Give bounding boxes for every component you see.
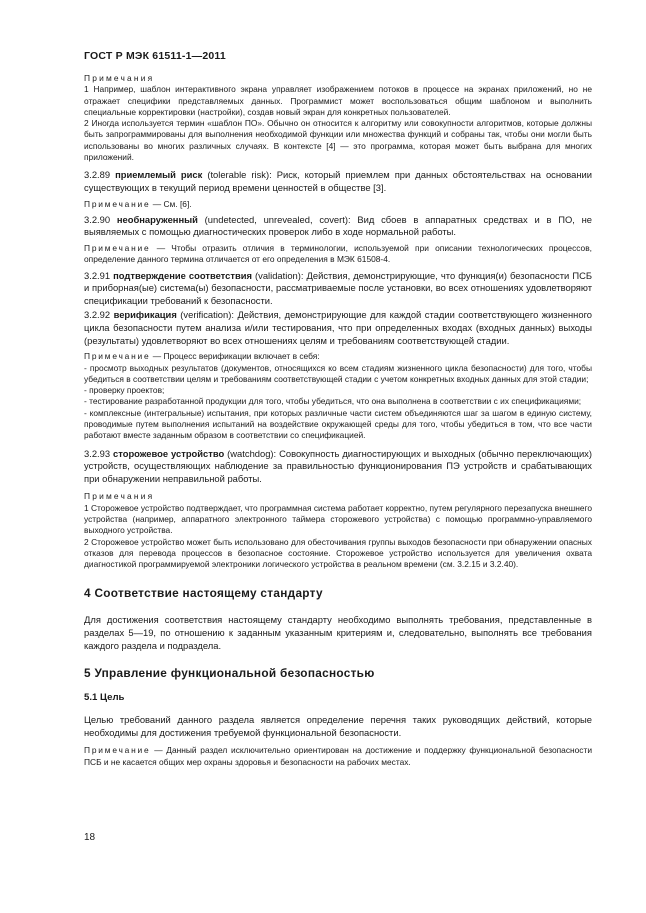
list-item: - просмотр выходных результатов (документов, относящихся ко всем стадиям жизненного цикла безопасности) для того, чтобы убедиться в соответствии целям и требованиям соответствующей стадии с учетом конкретных входных данных для этой стадии; xyxy=(84,362,592,384)
term-3-2-91 xyxy=(84,270,592,308)
term-3-2-90 xyxy=(84,214,592,239)
notes-block-1 xyxy=(84,73,592,163)
term-definition: (watchdog): Совокупность диагностирующих и выходных (обычно переключающих) устройств, осуществляющих наблюдение за правильностью функционирования ПЭ устройств и срабатывающих при обнаружении неправильной работы. xyxy=(84,447,592,484)
notes-block-3-2-93 xyxy=(84,491,592,570)
section-4-heading: 4 Соответствие настоящему стандарту xyxy=(84,586,323,601)
note-text: — См. [6]. xyxy=(150,198,192,209)
term-definition: (validation): Действия, демонстрирующие, что функция(и) безопасности ПСБ и приборная(ые) система(ы) безопасности, рассматриваемые после установки, во всех отношениях удовлетворяют спецификации требований к безопасности. xyxy=(84,269,592,306)
note-label: Примечание xyxy=(84,351,151,362)
note-label: Примечание xyxy=(84,198,151,209)
list-item: - тестирование разработанной продукции для того, чтобы убедиться, что она выполнена в соответствии с их спецификациями; xyxy=(84,396,582,407)
list-item: - проверку проектов; xyxy=(84,385,165,396)
note-text: — Процесс верификации включает в себя: xyxy=(150,351,320,362)
subsection-5-1-heading: 5.1 Цель xyxy=(84,692,125,704)
section-5-heading: 5 Управление функциональной безопасностью xyxy=(84,666,375,681)
page-content xyxy=(84,73,592,768)
section-5-1-text: Целью требований данного раздела является определение перечня таких руководящих действий, которые необходимы для достижения требуемой функциональной безопасности. xyxy=(84,714,592,738)
note-paragraph: 2 Сторожевое устройство может быть использовано для обесточивания группы выходов безопасности при обнаружении опасных отказов для перевода процессов в безопасное состояние. Сторожевое устройство используется для увеличения охвата диагностикой программируемой электроники логического устройства в реальном времени (см. 3.2.15 и 3.2.40). xyxy=(84,536,592,570)
term-number: 3.2.92 xyxy=(84,309,111,321)
term-number: 3.2.93 xyxy=(84,447,111,459)
notes-heading: Примечания xyxy=(84,491,155,502)
note-paragraph: 2 Иногда используется термин «шаблон ПО». Обычно он относится к алгоритму или совокупности алгоритмов, которые должны быть запрограммированы для выполнения необходимой функции или множества функций и собраны так, чтобы они могли быть использованы во многих различных случаях. В контексте [4] — это программа, которая может быть выбрана для многих приложений. xyxy=(84,118,592,163)
list-item: - комплексные (интегральные) испытания, при которых различные части систем объединяются шаг за шагом в единую систему, проводимые путем выполнения испытаний на воздействие окружающей среды для того, чтобы убедиться в том, что все части работают вместе заданным образом в соответствии со спецификацией. xyxy=(84,407,592,441)
term-definition: (verification): Действия, демонстрирующие для каждой стадии соответствующего жизненного цикла безопасности путем анализа и/или тестирования, что при определенных входах (входных данных) выходы (результаты) удовлетворяют во всех отношениях целям и требованиям соответствующей стадии. xyxy=(84,309,592,346)
term-number: 3.2.89 xyxy=(84,169,111,181)
term-3-2-89 xyxy=(84,169,592,194)
term-name: приемлемый риск xyxy=(115,169,203,181)
term-name: необнаруженный xyxy=(116,213,198,225)
term-name: сторожевое устройство xyxy=(113,447,225,459)
term-3-2-93 xyxy=(84,448,592,486)
note-paragraph: 1 Например, шаблон интерактивного экрана управляет изображением потоков в процессе на экранах приложений, но не отражает специфики представляемых данных. Программист может воспользоваться общим шаблоном и выполнить специальные корректировки (настройки), создав новый экран для конкретных пользователей. xyxy=(84,84,592,117)
notes-heading: Примечания xyxy=(84,73,155,83)
note-text: — Чтобы отразить отличия в терминологии, используемой при описании технологических процессов, определение данного термина отличается от его определения в МЭК 61508-4. xyxy=(84,243,592,265)
term-number: 3.2.91 xyxy=(84,269,111,281)
section-4-text: Для достижения соответствия настоящему стандарту необходимо выполнять требования, представленные в разделах 5—19, по отношению к заданным указанным критериям и, следовательно, выполнять все требования каждого раздела и подраздела. xyxy=(84,614,592,651)
note-label: Примечание xyxy=(84,745,151,756)
term-number: 3.2.90 xyxy=(84,213,111,225)
page-number: 18 xyxy=(84,832,96,843)
term-3-2-92 xyxy=(84,309,592,347)
note-label: Примечание xyxy=(84,243,151,254)
note-paragraph: 1 Сторожевое устройство подтверждает, что программная система работает корректно, путем регулярного перезапуска внешнего устройства (например, аппаратного электронного таймера сторожевого устройства) с помощью программно-управляемого выходного устройства. xyxy=(84,502,593,536)
term-definition: (undetected, unrevealed, covert): Вид сбоев в аппаратных средствах и в ПО, не выявляемых с помощью диагностических проверок либо в ходе нормальной работы. xyxy=(84,213,592,238)
term-name: верификация xyxy=(113,309,177,321)
term-name: подтверждение соответствия xyxy=(113,269,252,281)
note-3-2-90 xyxy=(84,243,592,266)
note-3-2-89 xyxy=(84,199,592,210)
section-5-1-note xyxy=(84,745,592,768)
note-text: — Данный раздел исключительно ориентирован на достижение и поддержку функциональной безопасности ПСБ и не касается общих мер охраны здоровья и безопасности на рабочих местах. xyxy=(84,745,592,767)
note-3-2-92 xyxy=(84,351,592,441)
term-definition: (tolerable risk): Риск, который приемлем при данных обстоятельствах на основании существующих в текущий период времени ценностей в обществе [3]. xyxy=(84,169,593,193)
document-header: ГОСТ Р МЭК 61511-1—2011 xyxy=(84,50,226,62)
